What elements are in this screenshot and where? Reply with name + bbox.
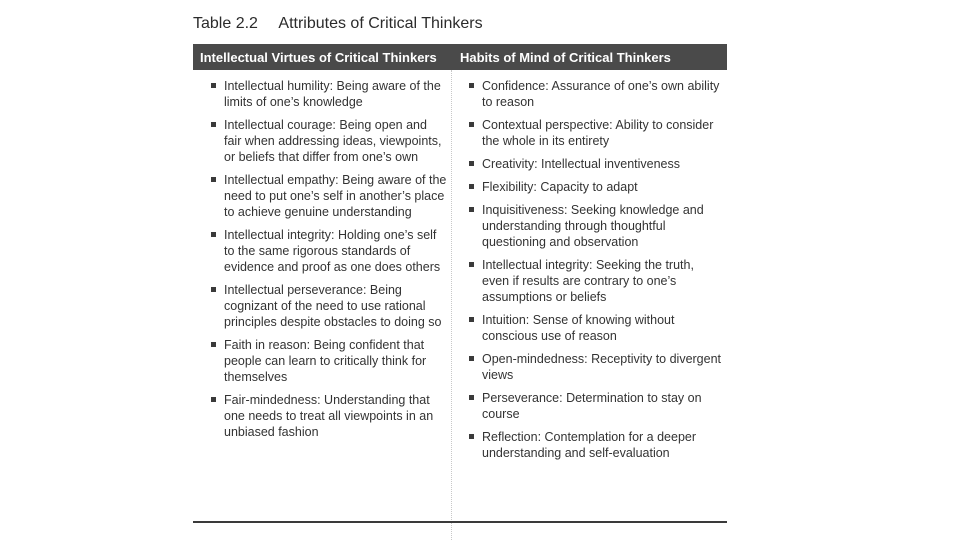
- habit-item-text: Reflection: Contemplation for a deeper understanding and self-evaluation: [482, 430, 697, 460]
- virtues-list: [193, 78, 451, 540]
- table-container: [193, 12, 727, 540]
- column-divider: [451, 70, 452, 540]
- square-bullet-icon: [211, 177, 216, 182]
- square-bullet-icon: [469, 83, 474, 88]
- habit-item-text: Intuition: Sense of knowing without conscious use of reason: [482, 313, 675, 343]
- habit-item: [469, 78, 723, 110]
- square-bullet-icon: [469, 122, 474, 127]
- column-header-virtues: Intellectual Virtues of Critical Thinkers: [200, 49, 437, 65]
- habit-item-text: Contextual perspective: Ability to consider the whole in its entirety: [482, 118, 714, 148]
- square-bullet-icon: [211, 397, 216, 402]
- habits-list: [451, 78, 727, 540]
- square-bullet-icon: [469, 317, 474, 322]
- habit-item-text: Flexibility: Capacity to adapt: [482, 180, 638, 194]
- table-body: [193, 70, 727, 540]
- table-title: Attributes of Critical Thinkers: [278, 15, 483, 32]
- virtue-item-text: Intellectual humility: Being aware of the limits of one’s knowledge: [224, 79, 441, 109]
- virtue-item-text: Intellectual empathy: Being aware of the need to put one’s self in another’s place to achieve genuine understanding: [224, 173, 447, 219]
- square-bullet-icon: [211, 287, 216, 292]
- virtue-item: [211, 282, 447, 330]
- habit-item: [469, 351, 723, 383]
- habit-item-text: Open-mindedness: Receptivity to divergent views: [482, 352, 722, 382]
- habit-item-text: Perseverance: Determination to stay on course: [482, 391, 702, 421]
- habit-item-text: Inquisitiveness: Seeking knowledge and understanding through thoughtful questioning and observation: [482, 203, 704, 249]
- virtue-item-text: Intellectual courage: Being open and fair when addressing ideas, viewpoints, or beliefs that differ from one’s own: [224, 118, 442, 164]
- habit-item: [469, 390, 723, 422]
- virtue-item-text: Faith in reason: Being confident that people can learn to critically think for themselves: [224, 338, 427, 384]
- habit-item: [469, 117, 723, 149]
- table-header-row: [193, 44, 727, 70]
- virtue-item: [211, 117, 447, 165]
- virtue-item-text: Intellectual perseverance: Being cognizant of the need to use rational principles despite obstacles to doing so: [224, 283, 442, 329]
- square-bullet-icon: [211, 83, 216, 88]
- virtue-item-text: Intellectual integrity: Holding one’s self to the same rigorous standards of evidence and proof as one does others: [224, 228, 441, 274]
- table-bottom-rule: [193, 521, 727, 523]
- habit-item: [469, 156, 723, 172]
- virtue-item-text: Fair-mindedness: Understanding that one needs to treat all viewpoints in an unbiased fashion: [224, 393, 434, 439]
- habit-item-text: Confidence: Assurance of one’s own ability to reason: [482, 79, 720, 109]
- square-bullet-icon: [469, 356, 474, 361]
- habit-item: [469, 257, 723, 305]
- square-bullet-icon: [469, 184, 474, 189]
- square-bullet-icon: [211, 122, 216, 127]
- table-number: Table 2.2: [193, 15, 258, 32]
- virtue-item: [211, 78, 447, 110]
- square-bullet-icon: [469, 207, 474, 212]
- habit-item: [469, 312, 723, 344]
- square-bullet-icon: [469, 434, 474, 439]
- square-bullet-icon: [469, 395, 474, 400]
- habit-item-text: Intellectual integrity: Seeking the truth, even if results are contrary to one’s assumptions or beliefs: [482, 258, 694, 304]
- habit-item: [469, 429, 723, 461]
- virtue-item: [211, 227, 447, 275]
- virtue-item: [211, 337, 447, 385]
- square-bullet-icon: [469, 161, 474, 166]
- square-bullet-icon: [211, 342, 216, 347]
- habit-item: [469, 202, 723, 250]
- habit-item-text: Creativity: Intellectual inventiveness: [482, 157, 681, 171]
- habit-item: [469, 179, 723, 195]
- square-bullet-icon: [211, 232, 216, 237]
- table-caption: [193, 12, 727, 38]
- square-bullet-icon: [469, 262, 474, 267]
- virtue-item: [211, 392, 447, 440]
- column-header-habits: Habits of Mind of Critical Thinkers: [460, 49, 671, 65]
- virtue-item: [211, 172, 447, 220]
